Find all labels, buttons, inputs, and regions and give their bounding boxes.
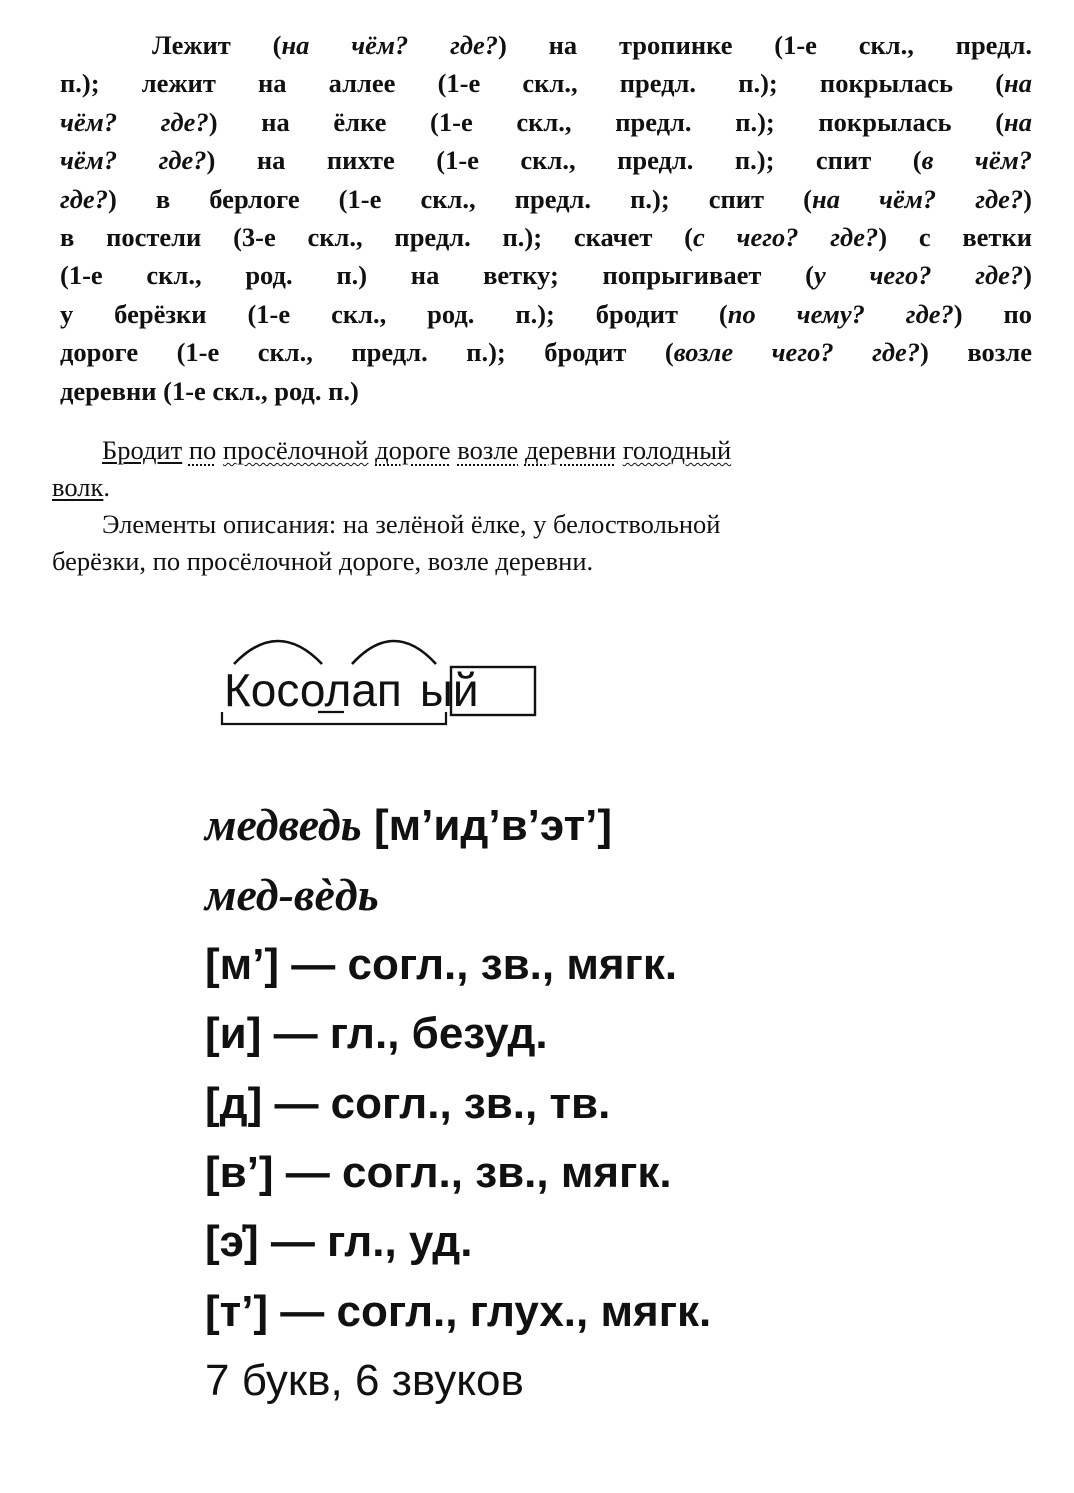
predicate-word: Бродит xyxy=(102,435,183,465)
phonetic-analysis xyxy=(205,790,1025,1416)
sound-row: [э̍] — гл., уд. xyxy=(205,1217,473,1267)
phonetic-header xyxy=(205,790,1025,860)
answer-line: дороге (1-е скл., предл. п.); бродит (возле чего? где?) возле xyxy=(60,337,1033,368)
syllable-division: мед-вѐдь xyxy=(205,869,379,921)
adverbial-preposition: возле xyxy=(457,435,519,465)
transcription: [м’ид’в’эт’] xyxy=(373,801,612,850)
elements-line: Элементы описания: на зелёной ёлке, у белоствольной xyxy=(102,509,721,539)
sound-row: [и] — гл., безуд. xyxy=(205,1009,548,1059)
morpheme-word xyxy=(224,660,479,720)
answer-line: чём? где?) на пихте (1-е скл., предл. п.); спит (в чём? xyxy=(60,145,1032,176)
answer-line: Лежит (на чём? где?) на тропинке (1-е скл., предл. xyxy=(152,30,1032,60)
answer-line: п.); лежит на аллее (1-е скл., предл. п.); покрылась (на xyxy=(60,68,1032,99)
parsed-sentence xyxy=(52,432,1032,469)
elements-line: берёзки, по просёлочной дороге, возле деревни. xyxy=(52,546,594,576)
root-part: лап xyxy=(324,664,402,716)
adverbial-preposition: по xyxy=(188,435,217,465)
subject-word: волк xyxy=(52,472,104,502)
answer-line: (1-е скл., род. п.) на ветку; попрыгивает (у чего? где?) xyxy=(60,260,1032,291)
connecting-vowel: о xyxy=(299,664,325,716)
answer-line: деревни (1-е скл., род. п.) xyxy=(60,375,359,406)
adverbial-word: деревни xyxy=(524,435,617,465)
letters-sounds-count: 7 букв, 6 звуков xyxy=(205,1356,524,1406)
sound-row: [д] — согл., зв., тв. xyxy=(205,1078,611,1128)
answer-line: у берёзки (1-е скл., род. п.); бродит (по чему? где?) по xyxy=(60,298,1033,329)
morpheme-analysis xyxy=(218,620,558,740)
ending: ый xyxy=(419,664,479,716)
attribute-word: голодный xyxy=(622,435,732,465)
answer-line: в постели (3-е скл., предл. п.); скачет (с чего? где?) с ветки xyxy=(60,222,1032,253)
sound-row: [м’] — согл., зв., мягк. xyxy=(205,939,678,989)
answer-line: где?) в берлоге (1-е скл., предл. п.); спит (на чём? где?) xyxy=(60,183,1032,214)
sound-row: [т’] — согл., глух., мягк. xyxy=(205,1286,712,1336)
parsed-sentence-end: волк. xyxy=(52,472,110,502)
answer-line: чём? где?) на ёлке (1-е скл., предл. п.); покрылась (на xyxy=(60,106,1032,137)
analysed-word: медведь xyxy=(205,799,362,850)
adverbial-word: дороге xyxy=(375,435,451,465)
attribute-word: просёлочной xyxy=(222,435,369,465)
root-part: Кос xyxy=(224,664,300,716)
sound-row: [в’] — согл., зв., мягк. xyxy=(205,1148,672,1198)
sentence-block xyxy=(52,432,1032,580)
answer-paragraph xyxy=(60,26,1032,410)
